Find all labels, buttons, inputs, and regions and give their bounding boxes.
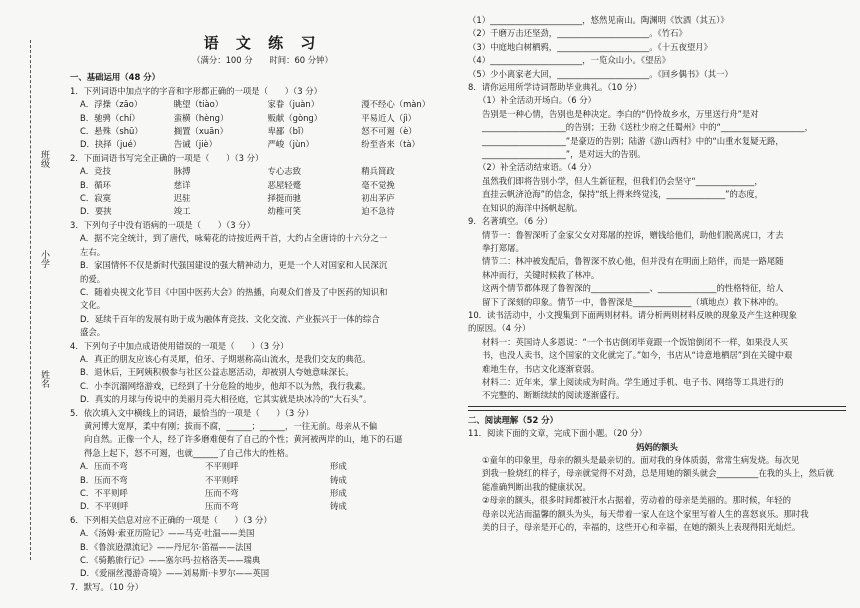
option-cell: 漫不经心（màn）: [361, 99, 431, 110]
option-cell: 不平则呼: [205, 461, 239, 472]
q8b-passage: [468, 175, 846, 215]
option-cell: 慈详: [173, 179, 191, 190]
option-cell: 不平则呼: [205, 474, 239, 485]
q3-options: [70, 232, 455, 339]
q6-option-line: D．《爱丽丝漫游奇境》——刘易斯·卡罗尔——英国: [80, 568, 270, 579]
page-meta: （满分：100 分 时间：60 分钟）: [192, 55, 333, 65]
q2-option-row: [80, 192, 455, 205]
option-cell: 迫不急待: [361, 206, 395, 217]
q1-option-row: [80, 138, 455, 151]
q6-stem: 6．下列相关信息对应不正确的一项是（ ）（3 分）: [70, 514, 272, 525]
q8a-line: ____________________”是豪迈的告别；陆游《游山西村》中的“山重水复疑无路，: [482, 135, 784, 146]
option-cell: 怒不可遏（è）: [361, 126, 417, 137]
q3-option-line: 的爱。: [80, 273, 106, 284]
q10-stem: 10．读书活动中，小文搜集到下面两则材料。请分析两则材料反映的现象及产生这种现象: [468, 309, 797, 320]
article-title: 妈妈的额头: [636, 441, 678, 452]
binding-margin: [0, 0, 62, 608]
option-cell: D．要挟: [80, 206, 112, 217]
q4-option-line: D．真实的月球与传说中的美丽月亮大相径庭，它其实就是块冰冷的“大石头”。: [80, 394, 372, 405]
q2-option-row: [80, 179, 455, 192]
dictation-line: （1）______________________，悠然见南山。陶渊明《饮酒（其五）》: [468, 15, 729, 25]
section-1-heading: 一、基础运用（48 分）: [70, 72, 160, 83]
q5-option-row: [80, 460, 455, 473]
q9-line: 情节一：鲁智深听了金家父女对郑屠的控诉，赠钱给他们，助他们脱离虎口，才去: [482, 229, 784, 240]
q8b-line: 在知识的海洋中扬帆起航。: [482, 202, 583, 213]
q8b-line: 虽然我们即将告别小学，但人生新征程，但我们仍会坚守“______________，: [482, 175, 763, 186]
q3-stem: 3．下列句子中没有语病的一项是（ ）（3 分）: [70, 219, 255, 230]
article-line: 美的日子，母亲是开心的，幸福的，这些开心和幸福，在她的额头上表现得阳光灿烂。: [482, 522, 801, 533]
article-line: ①童年的印象里，母亲的额头是最亲切的。面对我的身体质弱，常常生病发烧。每次见: [482, 455, 800, 465]
q9-line: 留下了深刻的印象。情节一中，鲁智深是______________（填地点）救下林冲的。: [482, 296, 784, 307]
q5-option-row: [80, 487, 455, 500]
q1-stem: 1．下列词语中加点字的字音和字形都正确的一项是（ ）（3 分）: [70, 85, 322, 96]
option-cell: 脉搏: [173, 166, 191, 177]
article-line: ②母亲的额头，很多时间都被汗水占据着，劳动着的母亲是美丽的。那时候，年轻的: [482, 495, 792, 506]
option-cell: C．悬殊（shū）: [80, 126, 143, 137]
q8a-line: ____________________”，是对远大的告别。: [482, 149, 646, 160]
q5-passage-line: 向自然。正像一个人，经了许多磨难便有了自己的个性；黄河被两岸的山，地下的石逼: [84, 434, 403, 445]
article-line: 到我一脸烧红的样子，母亲就觉得不对劲，总是用她的额头就会__________在我的头上，然后就: [482, 468, 834, 479]
article-body: [468, 454, 846, 534]
q5-stem: 5．依次填入文中横线上的词语，最恰当的一项是（ ）（3 分）: [70, 407, 314, 418]
option-cell: 蛮横（hèng）: [173, 112, 229, 123]
q5-passage: [70, 420, 455, 460]
q10-line: 书，也没人卖书，这个国家的文化就完了。”如今，书店从“诗意地栖居”到在关键中艰: [482, 350, 793, 361]
q2-stem: 2．下面词语书写完全正确的一项是（ ）（3 分）: [70, 152, 264, 163]
q3-option-line: D．延续千百年的发展有助于成为融体育竞技、文化交流、产业振兴于一体的综合: [80, 313, 380, 324]
option-cell: 铸成: [330, 474, 347, 485]
option-cell: 告诫（jiè）: [173, 139, 218, 150]
q8a-line: ____________________的告别；王勃《送杜少府之任蜀州》中的“____________________，: [482, 122, 813, 133]
q2-options: [70, 165, 455, 219]
cut-line: [30, 40, 31, 560]
option-cell: 压而不弯: [205, 488, 239, 498]
option-cell: B．循环: [80, 179, 111, 190]
q4-options: [70, 353, 455, 407]
option-cell: B．压而不弯: [80, 474, 128, 485]
option-cell: 搁置（xuān）: [173, 126, 228, 137]
q1-option-row: [80, 125, 455, 138]
option-cell: 压而不弯: [205, 501, 239, 512]
q5-options: [70, 460, 455, 514]
q3-option-line: A．据不完全统计，到了唐代，咏菊花的诗按近两千首，大约占全唐诗的十六分之一: [80, 233, 388, 244]
q3-option-line: C．随着央视文化节目《中国中医药大会》的热播，向观众们普及了中医药的知识和: [80, 286, 388, 297]
option-cell: 形成: [330, 488, 347, 498]
option-cell: C．寂寞: [80, 193, 111, 204]
dictation-line: （5）少小离家老大回，______________________。《回乡偶书》（其一）: [468, 68, 733, 79]
option-cell: 专心志致: [267, 166, 301, 177]
article-line: 能准确判断出我的健康状况。: [482, 481, 591, 492]
dictation-line: （3）中庭地白树栖鸦，______________________。《十五夜望月》: [468, 41, 713, 52]
q10-line: 难地生存，书店文化逐渐衰弱。: [482, 363, 600, 374]
left-column: [70, 14, 455, 594]
q1-option-row: [80, 112, 455, 125]
q3-option-line: 盛会。: [80, 327, 106, 338]
q3-option-line: 左右。: [80, 246, 106, 257]
option-cell: 平易近人（jì）: [361, 112, 417, 123]
option-cell: 精兵简政: [361, 166, 395, 177]
q4-option-line: B．退休后，王阿姨积极参与社区公益志愿活动，却被别人夸她意味深长。: [80, 367, 354, 378]
option-cell: 择挺而驰: [267, 193, 301, 204]
q10-stem-cont: 的原因。（4 分）: [468, 323, 531, 334]
dictation-line: （2）千磨万击还坚劲，______________________。《竹石》: [468, 28, 687, 39]
option-cell: 家眷（juàn）: [267, 99, 320, 110]
answer-line: [468, 406, 846, 407]
q1-options: [70, 98, 455, 152]
option-cell: 形成: [330, 461, 347, 472]
q9-line: 这两个情节都体现了鲁智深的______________、______________的性格特征，给人: [482, 283, 784, 294]
q6-options: [70, 527, 455, 581]
q10-line: 不完整的、断断续续的阅读逐渐盛行。: [482, 390, 625, 401]
option-cell: 迟驻: [173, 193, 191, 204]
q9-line: 情节二：林冲被发配后，鲁智深不放心他，但并没有在明面上陪伴，而是一路尾随: [482, 256, 784, 267]
option-cell: 眺望（tiào）: [173, 99, 224, 110]
q4-option-line: A．真正的朋友应该心有灵犀，伯牙、子期堪称高山流水，是我们交友的典范。: [80, 353, 371, 364]
option-cell: D．不平则呼: [80, 501, 129, 512]
q1-option-row: [80, 98, 455, 111]
option-cell: 严峻（jùn）: [267, 139, 314, 150]
q5-passage-line: 黄河博大宽厚，柔中有刚；拔而不腐，______；______，一往无前。母亲从不偏: [84, 420, 378, 431]
option-cell: 铸成: [330, 501, 347, 512]
q6-option-line: B．《鲁滨逊漂流记》——丹尼尔·笛福——法国: [80, 541, 252, 552]
q5-passage-line: 得急上起下，怒不可遏，也就______了自己伟大的性格。: [84, 447, 294, 458]
q6-option-line: C．《骑鹅旅行记》——塞尔玛·拉格洛芙——瑞典: [80, 555, 261, 566]
q2-option-row: [80, 165, 455, 178]
q3-option-line: B．家国情怀不仅是新时代强国建设的强大精神动力，更是一个人对国家和人民深沉: [80, 260, 388, 271]
q2-option-row: [80, 205, 455, 218]
page-title: 语 文 练 习: [203, 34, 322, 52]
q7-stem: 7．默写。（10 分）: [70, 581, 144, 592]
option-cell: 恶屋轻蹙: [267, 179, 301, 190]
option-cell: 幼稚可笑: [267, 206, 301, 217]
q11-stem: 11．阅读下面的文章，完成下面小题。（20 分）: [468, 428, 647, 439]
option-cell: 贩献（gòng）: [267, 112, 323, 123]
q3-option-line: 文化。: [80, 300, 106, 311]
option-cell: C．不平则呼: [80, 488, 128, 498]
q5-option-row: [80, 500, 455, 513]
school-label: 小学: [39, 250, 49, 268]
option-cell: 纷至沓来（tà）: [361, 139, 420, 150]
option-cell: 初出茅庐: [361, 193, 395, 204]
q8-stem: 8．请你运用所学诗词帮助毕业典礼。（10 分）: [468, 82, 642, 93]
section-2-heading: 二、阅读理解（52 分）: [468, 414, 558, 425]
q10-line: 材料一：英国诗人多恩说：“一个书店倒闭毕竟跟一个饭馆倒闭不一样，如果没人买: [482, 336, 788, 347]
q7-dictation: [468, 14, 846, 81]
q4-option-line: C．小李沉溺网络游戏，已经到了十分危险的地步，他却不以为然，我行我素。: [80, 380, 371, 391]
option-cell: A．浮操（zāo）: [80, 99, 143, 110]
option-cell: 卑鄙（bǐ）: [267, 126, 309, 137]
q8b-stem: （2）补全活动结束语。（4 分）: [478, 162, 596, 173]
q9-line: 林冲而行，关键时候救了林冲。: [482, 269, 600, 280]
q9-line: 拳打郑屠。: [482, 242, 524, 253]
q5-option-row: [80, 474, 455, 487]
dictation-line: （4）______________________，一览众山小。《望岳》: [468, 55, 671, 66]
option-cell: B．驰骋（chí）: [80, 112, 140, 123]
q8a-line: 告别是一种心情，告别也是种决定。李白的“仍怜故乡水，万里送行舟”是对: [482, 108, 759, 119]
class-label: 班级: [39, 150, 49, 168]
q10-materials: [468, 336, 846, 403]
q6-option-line: A．《汤姆·索亚历险记》——马克·吐温——美国: [80, 528, 255, 539]
option-cell: 毫不觉挽: [361, 179, 395, 190]
q9-passage: [468, 229, 846, 309]
q4-stem: 4．下列句子中加点成语使用错误的一项是（ ）（3 分）: [70, 340, 289, 351]
q8b-line: 直挂云帆济沧海”的信念，保持“纸上得来终觉浅，______________”的态度，: [482, 189, 764, 200]
option-cell: 竣工: [173, 206, 191, 217]
q8a-passage: [468, 108, 846, 162]
right-column: [468, 14, 846, 534]
option-cell: A．压而不弯: [80, 461, 128, 472]
article-line: 母亲以光洁而温馨的额头为头，每天带着一家人在这个家里写着人生的喜怒哀乐。那时我: [482, 508, 809, 519]
q10-line: 材料二：近年来，掌上阅读成为时尚。学生通过手机、电子书、网络等工具进行的: [482, 376, 784, 387]
option-cell: D．抉择（jué）: [80, 139, 142, 150]
q9-stem: 9．名著填空。（6 分）: [468, 216, 553, 227]
answer-line: [468, 410, 846, 411]
q8a-stem: （1）补全活动开场白。（6 分）: [478, 95, 596, 106]
option-cell: A．竞技: [80, 166, 111, 177]
name-label: 姓名: [39, 370, 49, 388]
